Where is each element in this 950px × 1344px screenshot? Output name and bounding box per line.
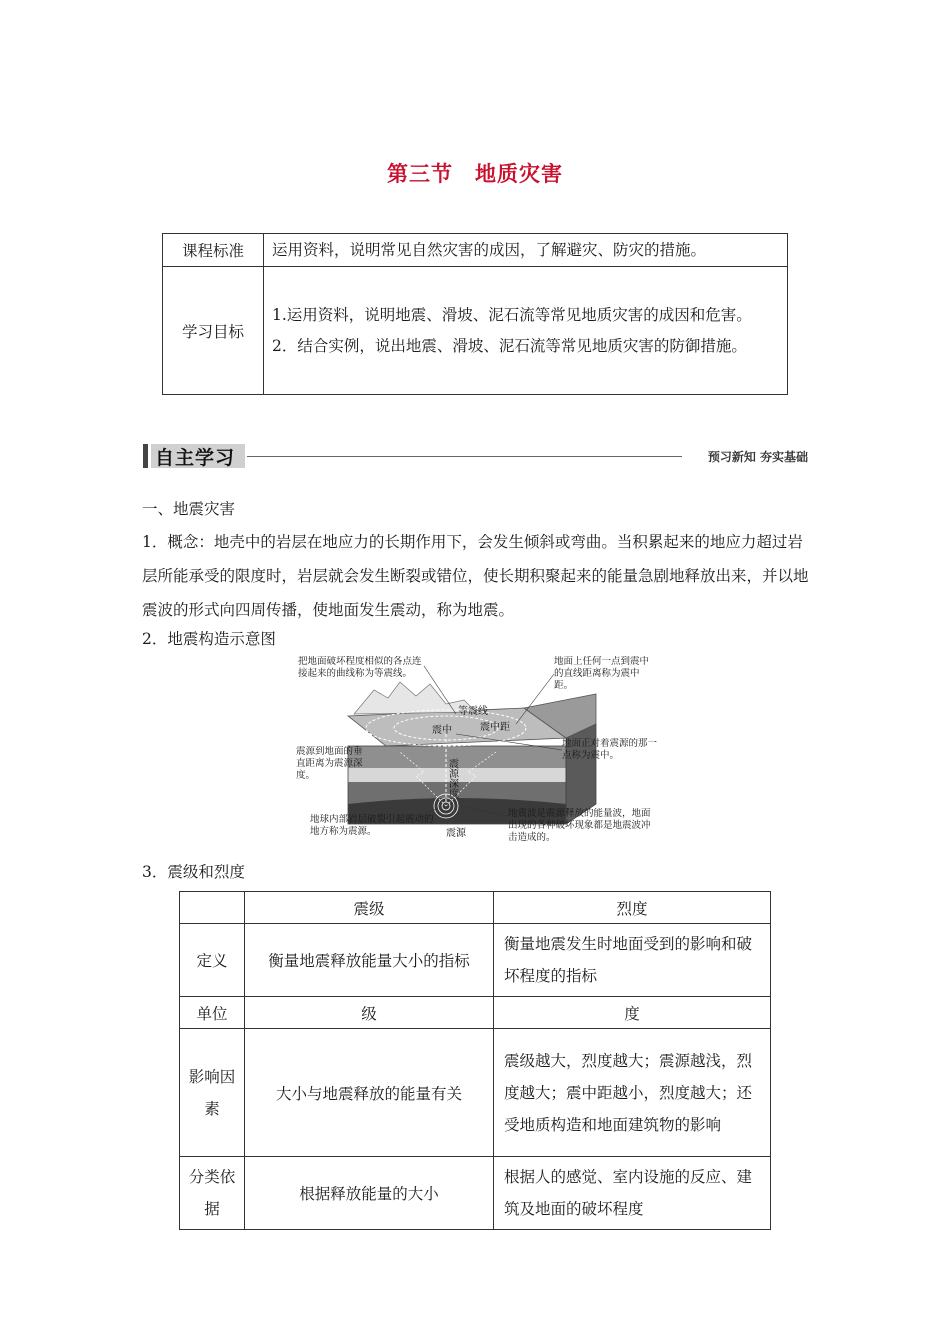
label-isoseismal: 等震线 — [458, 706, 488, 717]
section-banner — [143, 441, 808, 471]
label-focal-depth: 震源深度 — [446, 758, 458, 798]
table-row — [180, 1157, 771, 1230]
label-epicentral-distance: 震中距 — [480, 722, 510, 733]
diagram-heading: 2．地震构造示意图 — [142, 630, 276, 648]
goal-2: 2．结合实例，说出地震、滑坡、泥石流等常见地质灾害的防御措施。 — [272, 336, 747, 355]
header-empty — [180, 892, 245, 924]
row-label: 分类依据 — [180, 1157, 245, 1230]
earthquake-structure-diagram — [296, 654, 660, 850]
goal-1: 1.运用资料，说明地震、滑坡、泥石流等常见地质灾害的成因和危害。 — [272, 305, 752, 324]
intensity-cell: 根据人的感觉、室内设施的反应、建筑及地面的破坏程度 — [494, 1157, 771, 1230]
page-title-topic: 地质灾害 — [475, 162, 563, 186]
note-epicenter: 地面正对着震源的那一点称为震中。 — [562, 738, 658, 761]
concept-paragraph: 1．概念：地壳中的岩层在地应力的长期作用下，会发生倾斜或弯曲。当积累起来的地应力超过岩层所能承受的限度时，岩层就会发生断裂或错位，使长期积聚起来的能量急剧地释放出来，并以地震波的形式向四周传播，使地面发生震动，称为地震。 — [142, 533, 809, 619]
page-title — [0, 158, 950, 188]
table-row — [180, 924, 771, 997]
table-row — [180, 997, 771, 1029]
page-title-section: 第三节 — [387, 162, 453, 186]
row-label: 单位 — [180, 997, 245, 1029]
intensity-cell: 度 — [494, 997, 771, 1029]
standards-table — [162, 233, 788, 395]
curriculum-text: 运用资料，说明常见自然灾害的成因，了解避灾、防灾的措施。 — [264, 234, 788, 267]
curriculum-label: 课程标准 — [163, 234, 264, 267]
row-label: 定义 — [180, 924, 245, 997]
magnitude-intensity-table — [179, 891, 771, 1230]
header-intensity: 烈度 — [494, 892, 771, 924]
goals-label: 学习目标 — [163, 267, 264, 395]
magnitude-heading: 3．震级和烈度 — [142, 863, 245, 881]
magnitude-cell: 级 — [245, 997, 494, 1029]
magnitude-cell: 大小与地震释放的能量有关 — [245, 1029, 494, 1157]
note-epicentral-distance: 地面上任何一点到震中的直线距离称为震中距。 — [554, 656, 650, 691]
header-magnitude: 震级 — [245, 892, 494, 924]
section-heading: 一、地震灾害 — [142, 500, 236, 518]
banner-bar — [143, 444, 148, 468]
note-wave: 地震波是震源释放的能量波，地面出现的各种破坏现象都是地震波冲击造成的。 — [508, 808, 651, 843]
intensity-cell: 震级越大，烈度越大；震源越浅，烈度越大；震中距越小，烈度越大；还受地质构造和地面建筑物的影响 — [494, 1029, 771, 1157]
label-focus: 震源 — [446, 828, 466, 839]
magnitude-cell: 根据释放能量的大小 — [245, 1157, 494, 1230]
intensity-cell: 衡量地震发生时地面受到的影响和破坏程度的指标 — [494, 924, 771, 997]
banner-subtitle: 预习新知 夯实基础 — [707, 450, 808, 464]
note-focal-depth: 震源到地面的垂直距离为震源深度。 — [296, 746, 363, 781]
table-row — [180, 1029, 771, 1157]
banner-title: 自主学习 — [155, 447, 236, 469]
magnitude-cell: 衡量地震释放能量大小的指标 — [245, 924, 494, 997]
row-label: 影响因素 — [180, 1029, 245, 1157]
label-epicenter: 震中 — [432, 725, 452, 736]
note-focus: 地球内部岩层破裂引起震动的地方称为震源。 — [310, 814, 434, 837]
banner-divider — [247, 456, 682, 457]
note-isoseismal: 把地面破坏程度相似的各点连接起来的曲线称为等震线。 — [298, 656, 422, 679]
goals-cell — [264, 267, 788, 395]
